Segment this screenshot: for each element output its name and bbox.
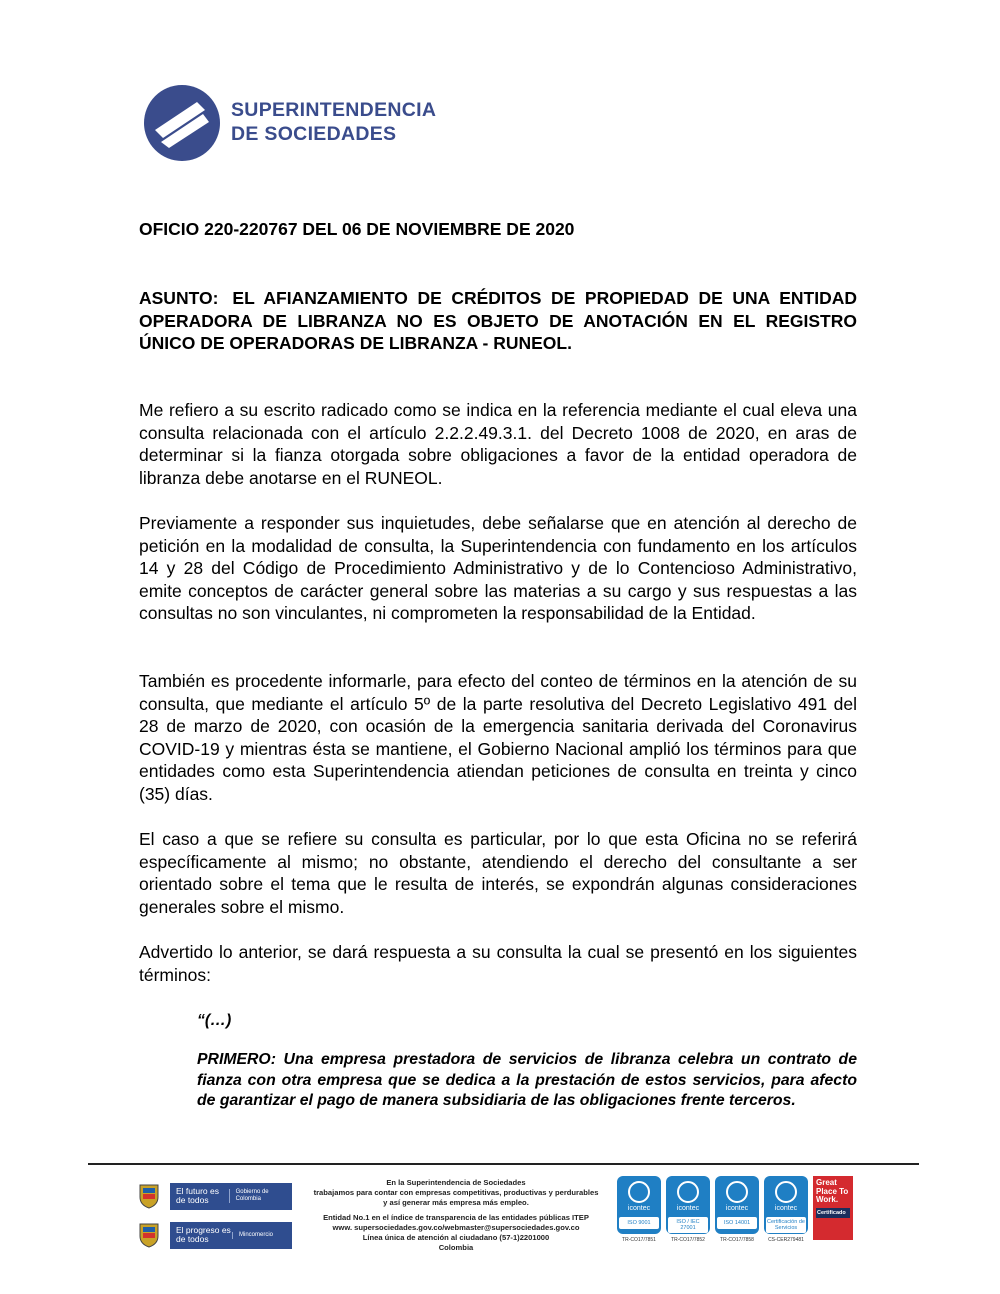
logo-line2: DE SOCIEDADES xyxy=(231,123,397,145)
paragraph-5: Advertido lo anterior, se dará respuesta a su consulta la cual se presentó en los siguientes términos: xyxy=(139,942,857,985)
gov2-text-a: El progreso es de todos xyxy=(176,1225,231,1244)
asunto-text: EL AFIANZAMIENTO DE CRÉDITOS DE PROPIEDAD DE UNA ENTIDAD OPERADORA DE LIBRANZA NO ES OBJETO DE ANOTACIÓN EN EL REGISTRO ÚNICO DE OPERADORAS DE LIBRANZA - RUNEOL. xyxy=(139,288,857,353)
superintendencia-logo xyxy=(143,84,483,168)
quote-open: “(…) xyxy=(197,1012,232,1029)
paragraph-1: Me refiero a su escrito radicado como se indica en la referencia mediante el cual eleva una consulta relacionada con el artículo 2.2.2.49.3.1. del Decreto 1008 de 2020, en aras de determinar si la fianza otorgada sobre obligaciones a favor de la entidad operadora de libranza debe anotarse en el RUNEOL. xyxy=(139,400,857,488)
certification-logos xyxy=(617,1176,853,1243)
footer-line-3: y así generar más empresa más empleo. xyxy=(383,1198,529,1207)
cert-servicios: icontec Certificación de Servicios CS-CER279481 xyxy=(764,1176,808,1243)
footer-line-6: Línea única de atención al ciudadano (57-1)2201000 xyxy=(362,1233,550,1242)
logo-line1: SUPERINTENDENCIA xyxy=(231,99,437,121)
gptw-cert: Certificado xyxy=(816,1208,850,1219)
footer-line-7: Colombia xyxy=(438,1243,474,1252)
oficio-title: OFICIO 220-220767 DEL 06 DE NOVIEMBRE DE 2020 xyxy=(139,219,575,239)
gov-logo-row-2 xyxy=(138,1219,298,1251)
icontec-ring-icon xyxy=(726,1181,748,1203)
paragraph-4: El caso a que se refiere su consulta es particular, por lo que esta Oficina no se referirá específicamente al mismo; no obstante, atendiendo el derecho del consultante a ser orientado sobre el tema que le resulta de interés, se expondrán algunas consideraciones generales sobre el mismo. xyxy=(139,829,857,917)
footer-line-2: trabajamos para contar con empresas competitivas, productivas y perdurables xyxy=(313,1188,599,1197)
great-place-to-work-badge xyxy=(813,1176,853,1240)
cert-iso27001: icontec ISO / IEC 27001 TR-CO17/7852 xyxy=(666,1176,710,1243)
footer-contact-text xyxy=(300,1178,612,1253)
footer-divider xyxy=(88,1163,919,1165)
gov1-text-a: El futuro es de todos xyxy=(176,1186,219,1205)
icontec-ring-icon xyxy=(677,1181,699,1203)
footer-line-4: Entidad No.1 en el índice de transparencia de las entidades públicas ITEP xyxy=(323,1213,589,1222)
gov2-text-b: Mincomercio xyxy=(232,1232,273,1239)
icontec-ring-icon xyxy=(775,1181,797,1203)
colombia-shield-icon xyxy=(138,1222,160,1248)
cert-iso9001: icontec ISO 9001 TR-CO17/7851 xyxy=(617,1176,661,1243)
asunto-block xyxy=(139,287,857,355)
gov1-text-b: Gobierno de Colombia xyxy=(229,1189,292,1203)
paragraph-3: También es procedente informarle, para efecto del conteo de términos en la atención de su consulta, que mediante el artículo 5º de la parte resolutiva del Decreto Legislativo 491 del 28 de marzo de 2020, con ocasión de la emergencia sanitaria derivada del Coronavirus COVID-19 y mientras ésta se mantiene, el Gobierno Nacional amplió los términos para que entidades como esta Superintendencia atiendan peticiones de consulta en treinta y cinco (35) días. xyxy=(139,671,857,804)
cert-iso14001: icontec ISO 14001 TR-CO17/7858 xyxy=(715,1176,759,1243)
icontec-ring-icon xyxy=(628,1181,650,1203)
asunto-label: ASUNTO: xyxy=(139,288,219,308)
footer-line-1: En la Superintendencia de Sociedades xyxy=(386,1178,526,1187)
paragraph-2: Previamente a responder sus inquietudes, debe señalarse que en atención al derecho de petición en la modalidad de consulta, la Superintendencia con fundamento en los artículos 14 y 28 del Código de Procedimiento Administrativo y de lo Contencioso Administrativo, emite conceptos de carácter general sobre las materias a su cargo y sus respuestas a las consultas no son vinculantes, ni comprometen la responsabilidad de la Entidad. xyxy=(139,513,857,624)
gov-logo-row-1 xyxy=(138,1180,298,1212)
colombia-shield-icon xyxy=(138,1183,160,1209)
government-logos xyxy=(138,1180,298,1258)
quote-primero: PRIMERO: Una empresa prestadora de servicios de libranza celebra un contrato de fianza con otra empresa que se dedica a la prestación de estos servicios, para afecto de garantizar el pago de manera subsidiaria de las obligaciones frente terceros. xyxy=(197,1051,857,1109)
footer-line-5: www. supersociedades.gov.co/webmaster@supersociedades.gov.co xyxy=(332,1223,580,1232)
gptw-text: Great Place To Work. xyxy=(816,1178,849,1204)
logo-emblem-icon xyxy=(143,84,221,162)
